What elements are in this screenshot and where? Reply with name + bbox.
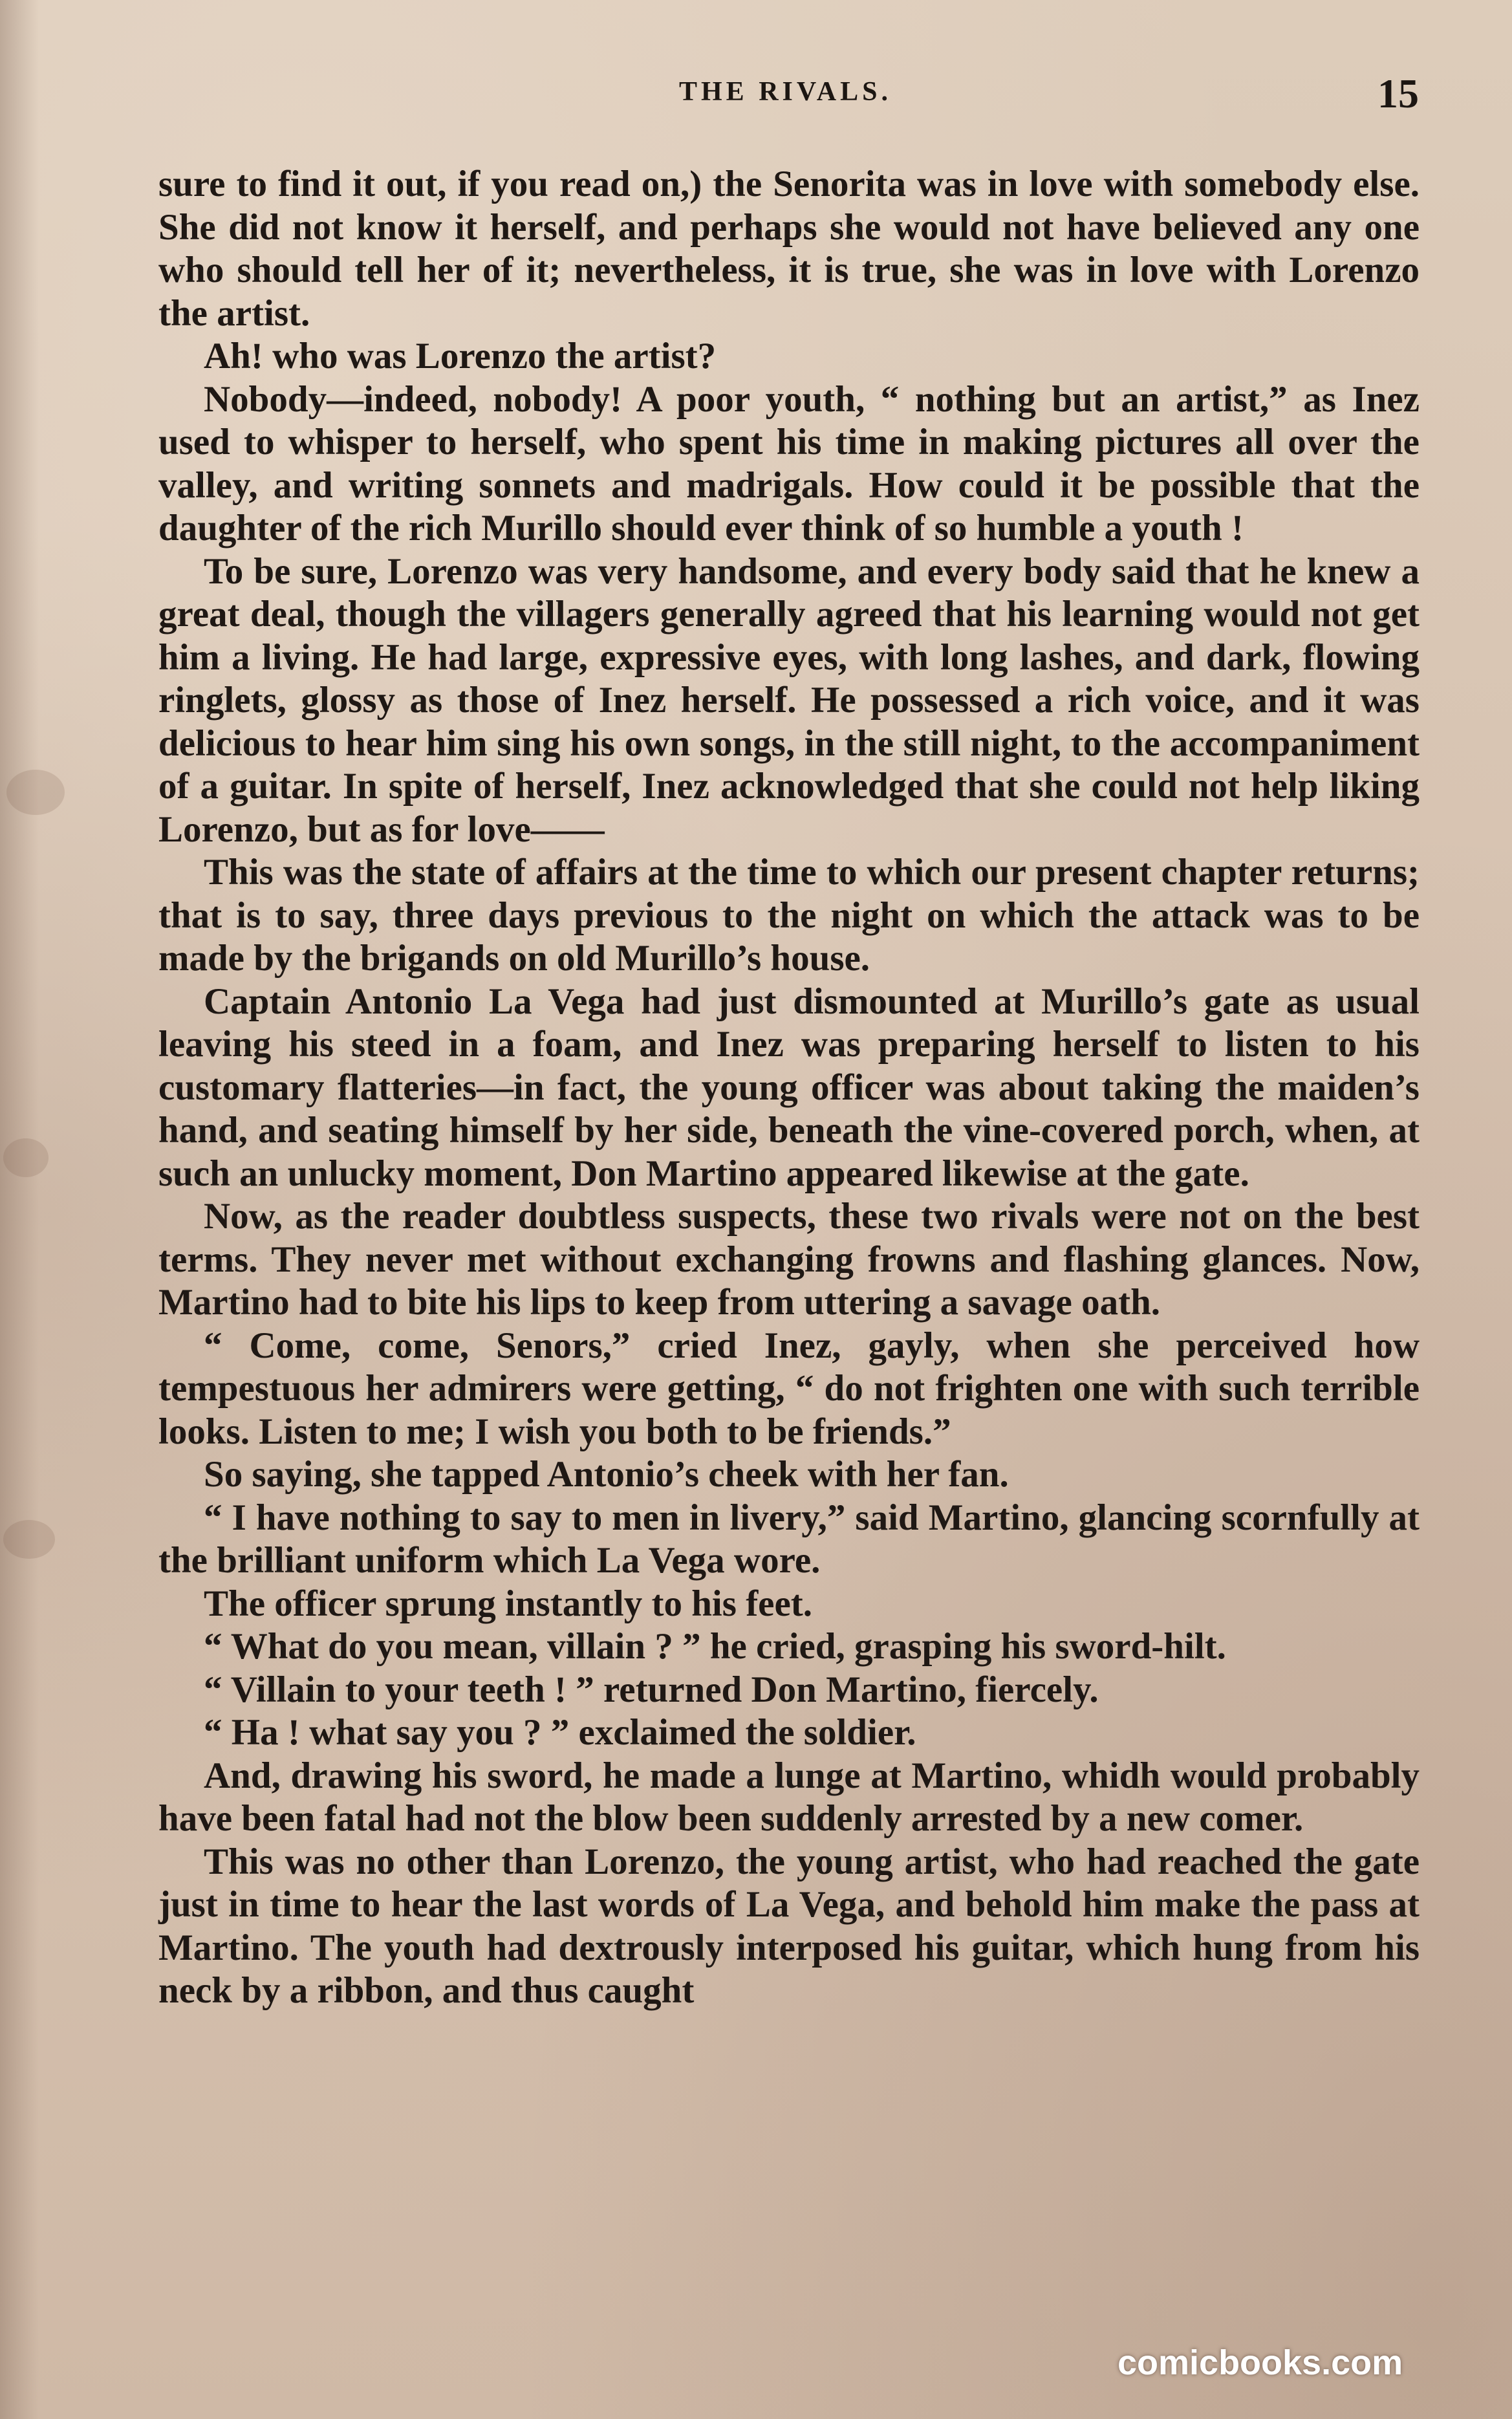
running-head: THE RIVALS. [679,77,892,107]
paragraph-9: So saying, she tapped Antonio’s cheek with her fan. [204,1454,1009,1495]
page-number: 15 [1377,71,1419,116]
body-text [158,163,1420,2013]
paper-stain [3,1138,49,1177]
paragraph-7: Now, as the reader doubtless suspects, these two rivals were not on the best terms. They never met without exchanging frowns and flashing glances. Now, Martino had to bite his lips to keep from uttering a savage oath. [158,1196,1420,1323]
paragraph-4: To be sure, Lorenzo was very handsome, and every body said that he knew a great deal, though the villagers generally agreed that his learning would not get him a living. He had large, expressive eyes, with long lashes, and dark, flowing ringlets, glossy as those of Inez herself. He possessed a rich voice, and it was delicious to hear him sing his own songs, in the still night, to the accompaniment of a guitar. In spite of herself, Inez acknowledged that she could not help liking Lorenzo, but as for love—— [158,550,1420,850]
paragraph-14: “ Ha ! what say you ? ” exclaimed the soldier. [204,1712,916,1753]
paragraph-6: Captain Antonio La Vega had just dismounted at Murillo’s gate as usual leaving his steed in a foam, and Inez was preparing herself to listen to his customary flatteries—in fact, the young officer was about taking the maiden’s hand, and seating himself by her side, beneath the vine-covered porch, when, at such an unlucky moment, Don Martino appeared likewise at the gate. [158,981,1420,1194]
paragraph-5: This was the state of affairs at the time to which our present chapter returns; that is to say, three days previous to the night on which the attack was to be made by the brigands on old Murillo’s house. [158,852,1420,979]
paper-stain [6,770,65,815]
paragraph-2: Ah! who was Lorenzo the artist? [204,336,717,376]
paragraph-15: And, drawing his sword, he made a lunge at Martino, whidh would probably have been fatal had not the blow been suddenly arrested by a new comer. [158,1755,1420,1839]
watermark: comicbooks.com [1118,2343,1403,2382]
paragraph-13: “ Villain to your teeth ! ” returned Don Martino, fiercely. [204,1669,1099,1710]
paragraph-3: Nobody—indeed, nobody! A poor youth, “ nothing but an artist,” as Inez used to whisper to herself, who spent his time in making pictures all over the valley, and writing sonnets and madrigals. How could it be possible that the daughter of the rich Murillo should ever think of so humble a youth ! [158,378,1420,548]
paragraph-12: “ What do you mean, villain ? ” he cried, grasping his sword-hilt. [204,1626,1226,1667]
paper-stain [3,1520,55,1559]
paragraph-1: sure to find it out, if you read on,) the Senorita was in love with somebody else. She did not know it herself, and perhaps she would not have believed any one who should tell her of it; nevertheless, it is true, she was in love with Lorenzo the artist. [158,164,1420,334]
page-left-edge-shadow [0,0,39,2419]
paragraph-11: The officer sprung instantly to his feet. [204,1583,813,1624]
paragraph-8: “ Come, come, Senors,” cried Inez, gayly, when she perceived how tempestuous her admirers were getting, “ do not frighten one with such terrible looks. Listen to me; I wish you both to be friends.” [158,1325,1420,1452]
paragraph-16: This was no other than Lorenzo, the young artist, who had reached the gate just in time to hear the last words of La Vega, and behold him make the pass at Martino. The youth had dextrously interposed his guitar, which hung from his neck by a ribbon, and thus caught [158,1841,1420,2011]
paragraph-10: “ I have nothing to say to men in livery,” said Martino, glancing scornfully at the brilliant uniform which La Vega wore. [158,1497,1420,1581]
